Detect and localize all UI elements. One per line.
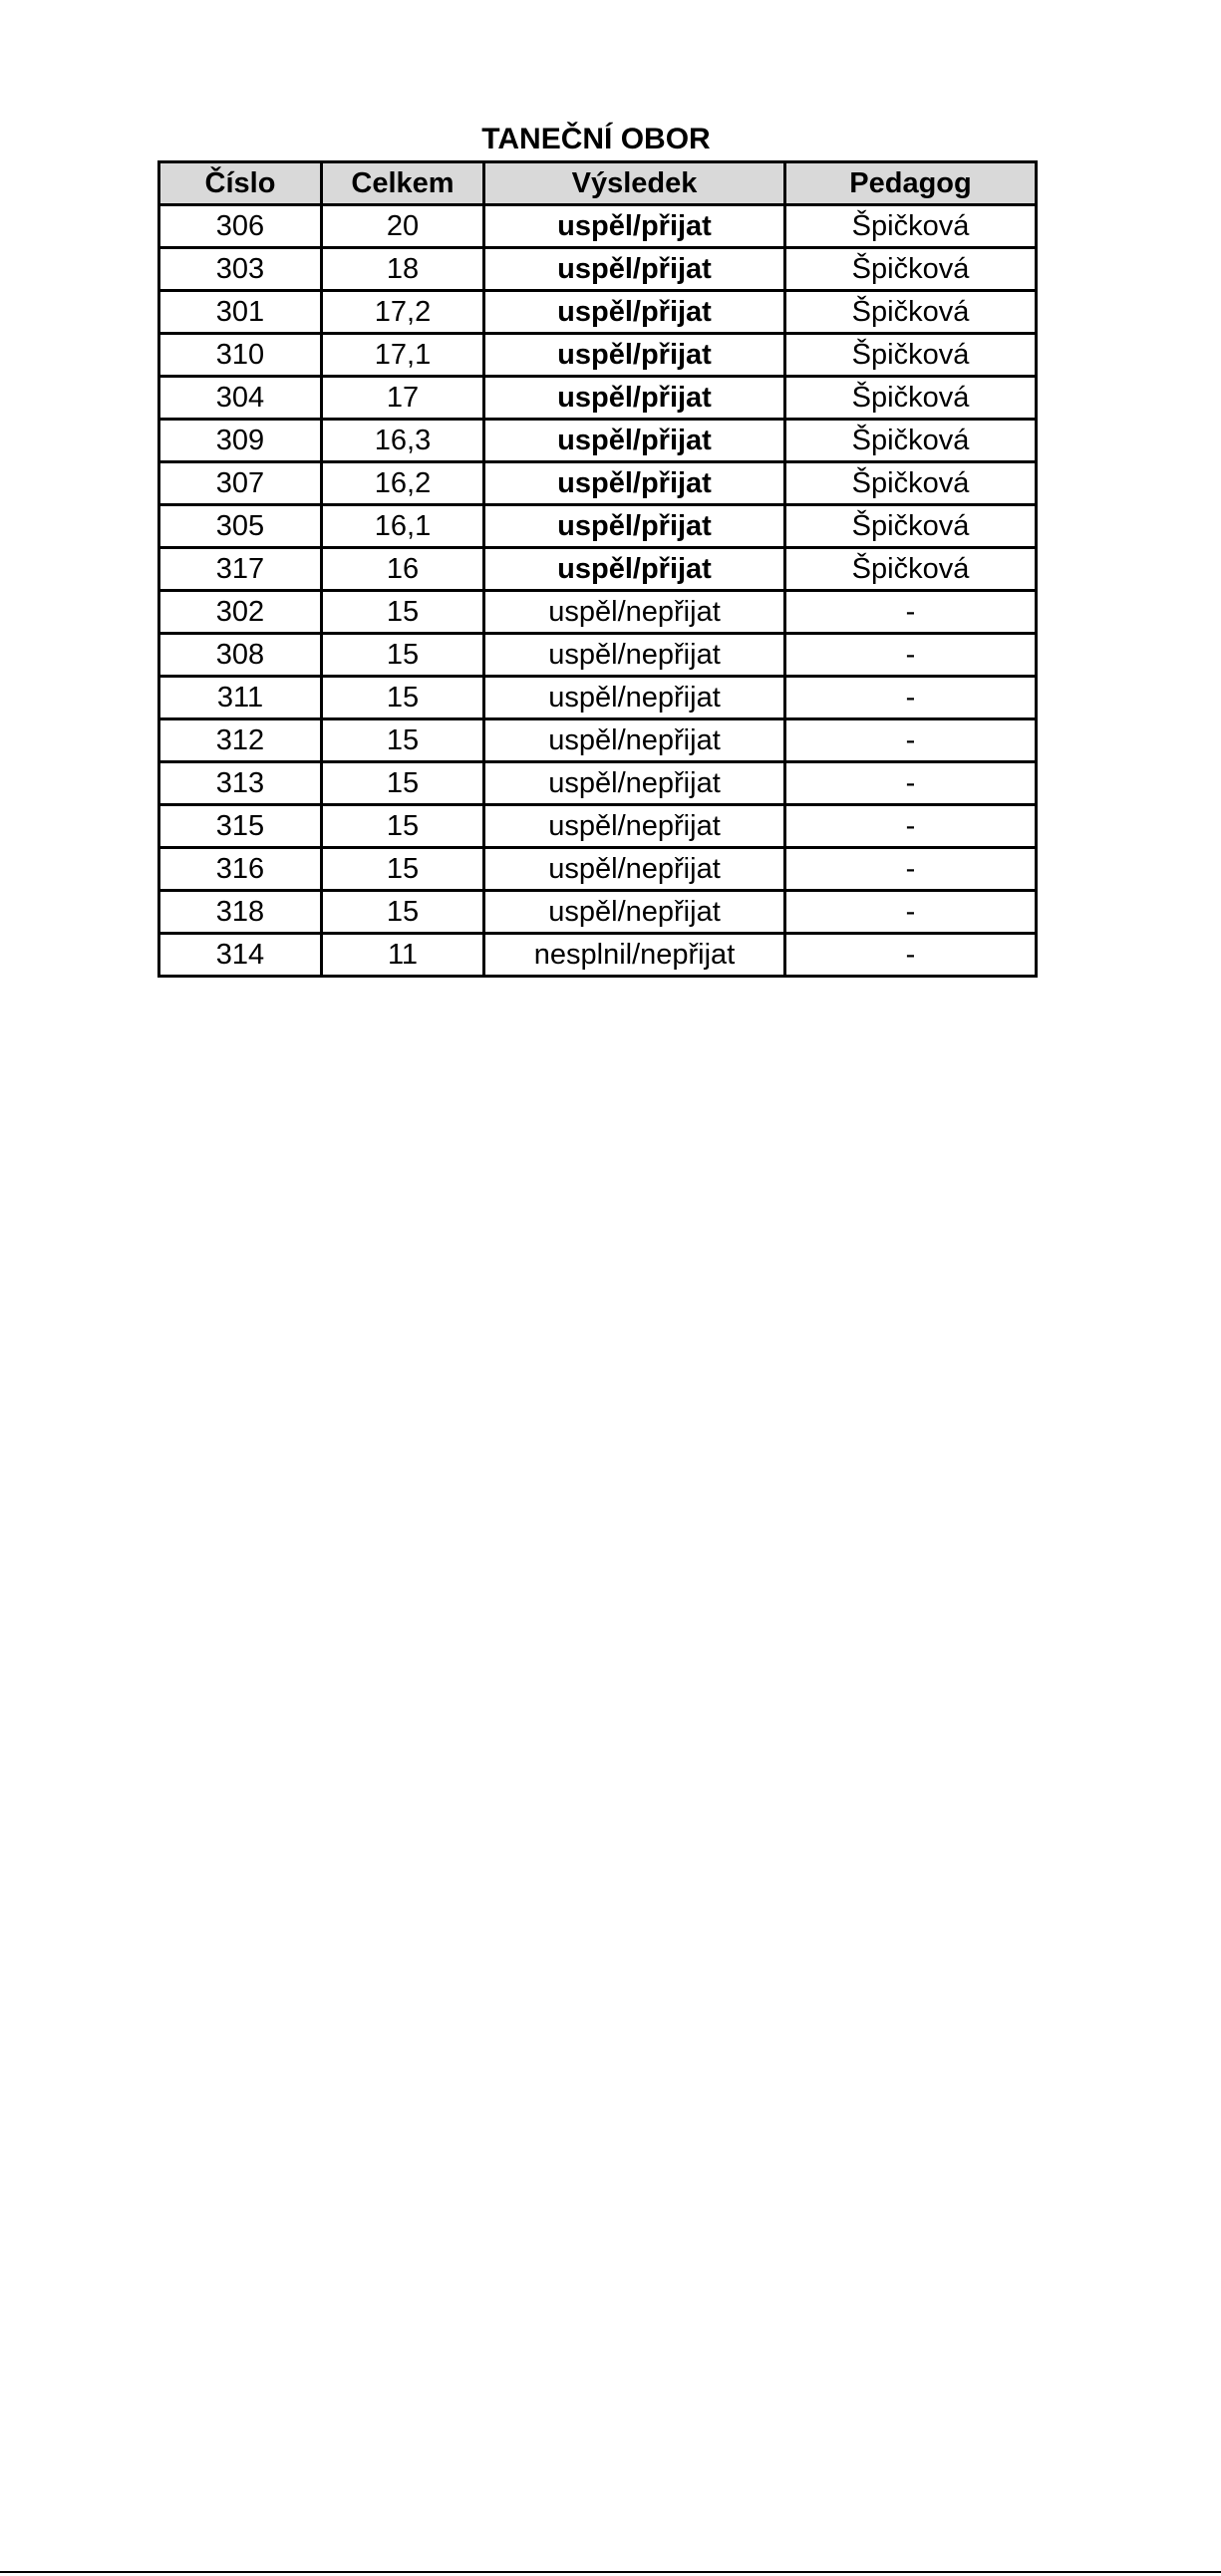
- results-body: [159, 205, 1037, 977]
- cell-pedagog: -: [785, 848, 1037, 891]
- cell-cislo: 316: [159, 848, 322, 891]
- cell-vysledek: uspěl/přijat: [484, 248, 785, 291]
- table-row: [159, 591, 1037, 634]
- cell-pedagog: -: [785, 934, 1037, 977]
- cell-cislo: 308: [159, 634, 322, 677]
- cell-pedagog: Špičková: [785, 205, 1037, 248]
- cell-cislo: 313: [159, 762, 322, 805]
- cell-celkem: 15: [322, 677, 484, 719]
- table-row: [159, 762, 1037, 805]
- cell-cislo: 303: [159, 248, 322, 291]
- results-table: [157, 160, 1038, 978]
- cell-cislo: 311: [159, 677, 322, 719]
- cell-pedagog: Špičková: [785, 291, 1037, 334]
- cell-celkem: 18: [322, 248, 484, 291]
- table-row: [159, 248, 1037, 291]
- cell-pedagog: -: [785, 762, 1037, 805]
- cell-cislo: 302: [159, 591, 322, 634]
- cell-cislo: 318: [159, 891, 322, 934]
- cell-pedagog: Špičková: [785, 505, 1037, 548]
- header-pedagog: Pedagog: [785, 162, 1037, 205]
- cell-celkem: 16: [322, 548, 484, 591]
- cell-vysledek: uspěl/nepřijat: [484, 891, 785, 934]
- cell-celkem: 15: [322, 848, 484, 891]
- cell-pedagog: Špičková: [785, 548, 1037, 591]
- table-row: [159, 462, 1037, 505]
- cell-pedagog: -: [785, 891, 1037, 934]
- cell-vysledek: uspěl/přijat: [484, 548, 785, 591]
- table-row: [159, 677, 1037, 719]
- cell-celkem: 15: [322, 591, 484, 634]
- cell-pedagog: -: [785, 634, 1037, 677]
- table-row: [159, 805, 1037, 848]
- cell-vysledek: uspěl/nepřijat: [484, 677, 785, 719]
- cell-pedagog: -: [785, 591, 1037, 634]
- cell-celkem: 11: [322, 934, 484, 977]
- cell-pedagog: Špičková: [785, 420, 1037, 462]
- cell-vysledek: uspěl/nepřijat: [484, 848, 785, 891]
- table-row: [159, 719, 1037, 762]
- cell-cislo: 304: [159, 377, 322, 420]
- table-row: [159, 891, 1037, 934]
- cell-pedagog: Špičková: [785, 377, 1037, 420]
- cell-celkem: 15: [322, 891, 484, 934]
- header-vysledek: Výsledek: [484, 162, 785, 205]
- cell-cislo: 307: [159, 462, 322, 505]
- cell-vysledek: uspěl/přijat: [484, 420, 785, 462]
- cell-celkem: 20: [322, 205, 484, 248]
- cell-vysledek: uspěl/přijat: [484, 505, 785, 548]
- page-bottom-divider: [0, 2571, 1221, 2573]
- cell-cislo: 309: [159, 420, 322, 462]
- cell-celkem: 17: [322, 377, 484, 420]
- cell-vysledek: uspěl/přijat: [484, 205, 785, 248]
- cell-cislo: 305: [159, 505, 322, 548]
- cell-pedagog: -: [785, 719, 1037, 762]
- cell-vysledek: uspěl/nepřijat: [484, 805, 785, 848]
- table-row: [159, 205, 1037, 248]
- table-row: [159, 505, 1037, 548]
- cell-cislo: 301: [159, 291, 322, 334]
- table-row: [159, 848, 1037, 891]
- table-row: [159, 291, 1037, 334]
- cell-vysledek: uspěl/nepřijat: [484, 591, 785, 634]
- table-row: [159, 420, 1037, 462]
- cell-pedagog: Špičková: [785, 462, 1037, 505]
- header-cislo: Číslo: [159, 162, 322, 205]
- cell-celkem: 15: [322, 762, 484, 805]
- cell-vysledek: nesplnil/nepřijat: [484, 934, 785, 977]
- cell-vysledek: uspěl/přijat: [484, 334, 785, 377]
- cell-celkem: 15: [322, 719, 484, 762]
- cell-cislo: 312: [159, 719, 322, 762]
- cell-celkem: 16,2: [322, 462, 484, 505]
- table-row: [159, 634, 1037, 677]
- cell-celkem: 17,2: [322, 291, 484, 334]
- cell-celkem: 16,3: [322, 420, 484, 462]
- cell-celkem: 16,1: [322, 505, 484, 548]
- cell-cislo: 317: [159, 548, 322, 591]
- header-row: [159, 162, 1037, 205]
- header-celkem: Celkem: [322, 162, 484, 205]
- cell-celkem: 15: [322, 805, 484, 848]
- table-row: [159, 548, 1037, 591]
- cell-pedagog: Špičková: [785, 334, 1037, 377]
- cell-vysledek: uspěl/přijat: [484, 377, 785, 420]
- cell-vysledek: uspěl/nepřijat: [484, 634, 785, 677]
- cell-cislo: 310: [159, 334, 322, 377]
- cell-vysledek: uspěl/nepřijat: [484, 719, 785, 762]
- cell-pedagog: Špičková: [785, 248, 1037, 291]
- cell-celkem: 17,1: [322, 334, 484, 377]
- cell-vysledek: uspěl/nepřijat: [484, 762, 785, 805]
- cell-vysledek: uspěl/přijat: [484, 462, 785, 505]
- table-row: [159, 334, 1037, 377]
- table-title: TANEČNÍ OBOR: [481, 123, 711, 155]
- cell-pedagog: -: [785, 677, 1037, 719]
- cell-cislo: 315: [159, 805, 322, 848]
- cell-pedagog: -: [785, 805, 1037, 848]
- cell-vysledek: uspěl/přijat: [484, 291, 785, 334]
- table-row: [159, 934, 1037, 977]
- table-row: [159, 377, 1037, 420]
- cell-celkem: 15: [322, 634, 484, 677]
- cell-cislo: 314: [159, 934, 322, 977]
- cell-cislo: 306: [159, 205, 322, 248]
